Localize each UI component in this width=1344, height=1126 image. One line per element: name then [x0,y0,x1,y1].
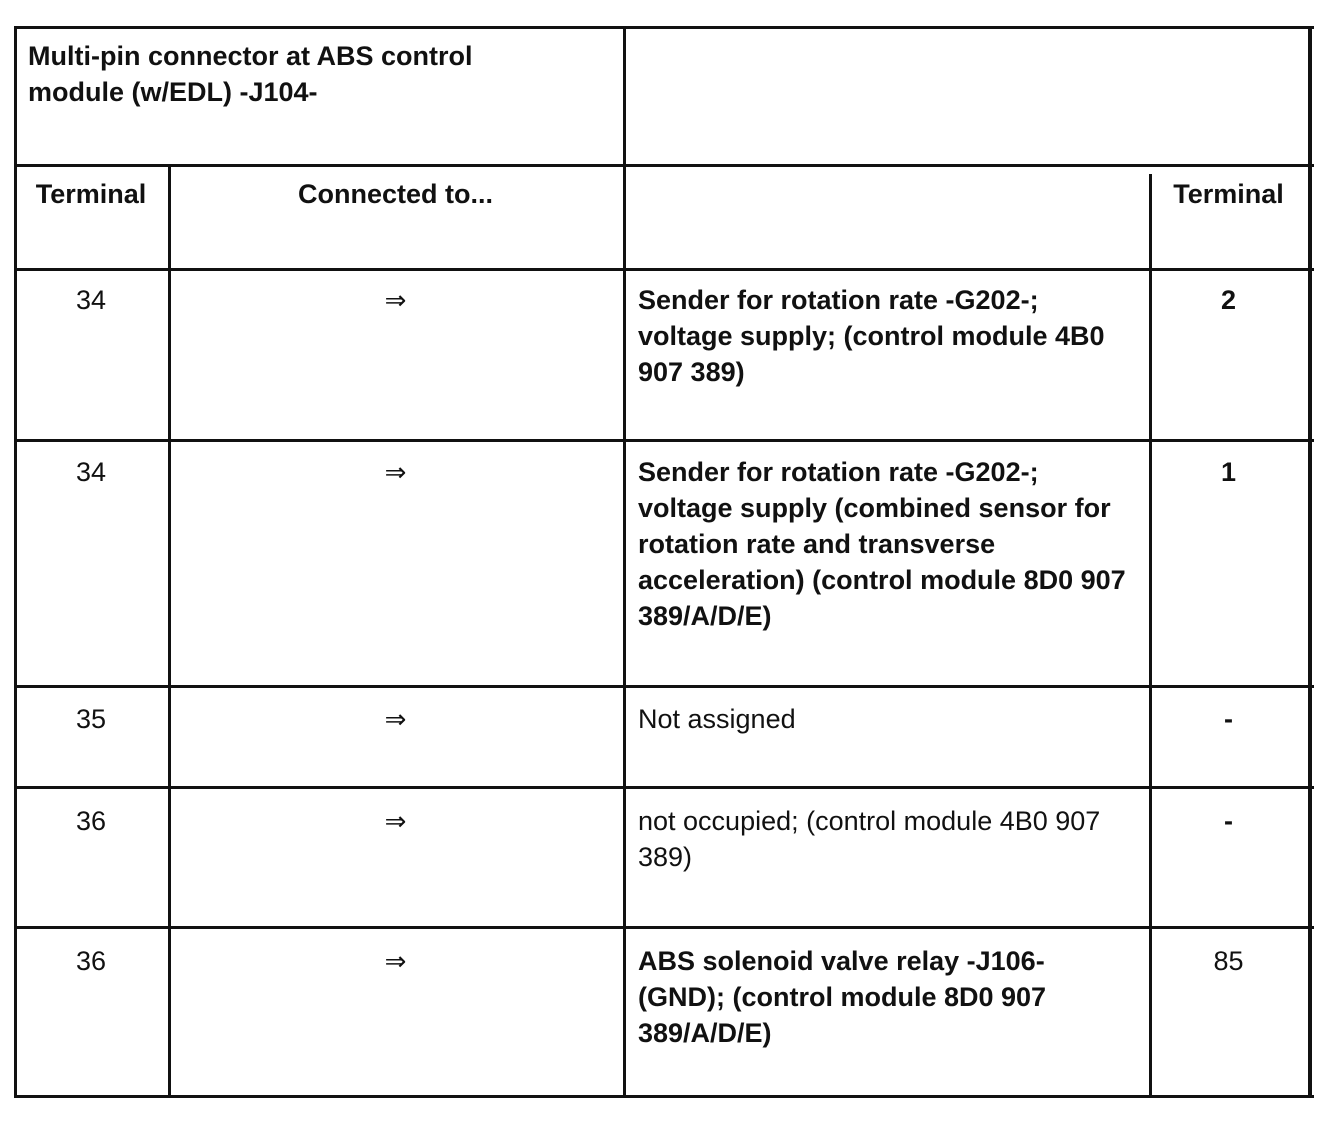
arrow-icon: ⇒ [384,704,407,734]
row-divider [14,786,1314,789]
terminal-cell: 36 [75,806,107,836]
row-divider [14,685,1314,688]
terminal-cell: 36 [75,946,107,976]
arrow-icon: ⇒ [384,285,407,315]
arrow-icon: ⇒ [384,946,407,976]
arrow-icon: ⇒ [384,806,407,836]
description-cell: Sender for rotation rate -G202-; voltage supply; (control module 4B0 907 389) [638,285,1105,387]
row-divider [14,439,1314,442]
row-divider [14,268,1314,271]
terminal-cell: 34 [75,285,107,315]
header-terminal-right: Terminal [1173,179,1284,209]
terminal-right-cell: - [1224,704,1233,734]
terminal-cell: 34 [75,457,107,487]
header-terminal-left: Terminal [35,179,147,209]
description-cell: Sender for rotation rate -G202-; voltage supply (combined sensor for rotation rate and transverse acceleration) (control module 8D0 907 389/A/D/E) [638,457,1126,631]
terminal-right-cell: - [1224,806,1233,836]
terminal-right-cell: 85 [1213,946,1244,976]
table-border-bottom [14,1095,1314,1098]
description-cell: not occupied; (control module 4B0 907 389) [638,806,1101,872]
table-border-right [1308,26,1312,1098]
arrow-icon: ⇒ [384,457,407,487]
connector-table [14,26,1314,1098]
terminal-right-cell: 2 [1220,285,1237,315]
terminal-cell: 35 [75,704,107,734]
table-title: Multi-pin connector at ABS control module (w/EDL) -J104- [28,41,473,107]
row-divider [14,164,1314,167]
terminal-right-cell: 1 [1220,457,1237,487]
table-border-top [14,26,1314,29]
column-divider [623,26,626,1098]
description-cell: ABS solenoid valve relay -J106- (GND); (control module 8D0 907 389/A/D/E) [638,946,1047,1048]
description-cell: Not assigned [638,704,796,734]
header-connected-to: Connected to... [298,179,493,209]
row-divider [14,926,1314,929]
